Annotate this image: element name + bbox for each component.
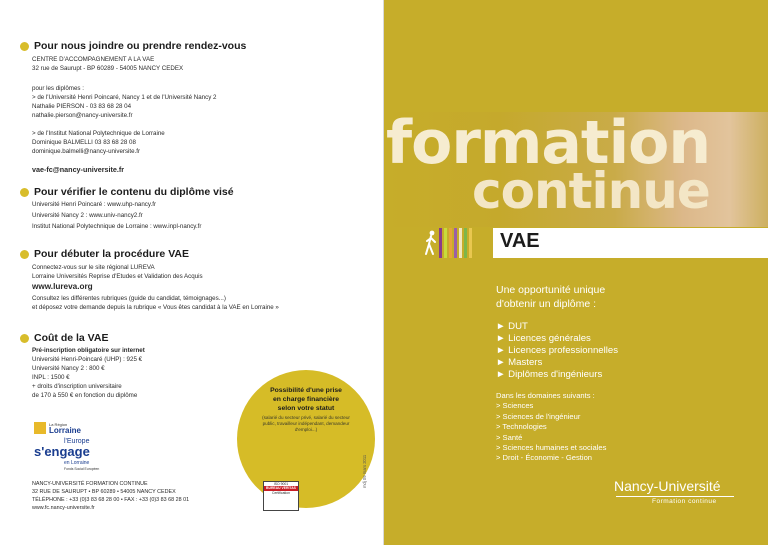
contact-line: Dominique BALMELLI 03 83 68 28 08: [32, 139, 136, 146]
funding-title: en charge financière: [272, 396, 340, 403]
color-stripe: [454, 228, 457, 258]
region-flag-icon: [34, 422, 46, 434]
cert-text: ISO 9001: [273, 482, 289, 486]
domain-intro: Dans les domaines suivants :: [496, 391, 595, 400]
list-item: > Sciences de l'ingénieur: [496, 411, 581, 421]
bullet-dot-icon: [20, 250, 29, 259]
cost-line: + droits d'inscription universitaire: [32, 383, 122, 390]
right-panel: [384, 0, 768, 545]
contact-line: CENTRE D'ACCOMPAGNEMENT A LA VAE: [32, 56, 155, 63]
list-item: ► Licences générales: [496, 333, 591, 344]
list-item: ► DUT: [496, 321, 528, 332]
logo-text: en Lorraine: [64, 460, 90, 466]
contact-line: 32 rue de Saurupt - BP 60289 - 54005 NANCY CEDEX: [32, 65, 184, 72]
bullet-dot-icon: [20, 188, 29, 197]
start-line: Lorraine Universités Reprise d'Etudes et Validation des Acquis: [32, 273, 203, 280]
logo-text: l'Europe: [64, 438, 90, 445]
vae-email[interactable]: vae-fc@nancy-universite.fr: [32, 165, 125, 174]
cost-line: Pré-inscription obligatoire sur internet: [32, 347, 145, 354]
section-title: Pour débuter la procédure VAE: [34, 248, 190, 260]
start-line: et déposez votre demande depuis la rubrique « Vous êtes candidat à la VAE en Lorraine »: [32, 304, 279, 311]
contact-email[interactable]: dominique.balmelli@nancy-universite.fr: [32, 148, 141, 155]
logo-text: Fonds Social Européen: [64, 467, 100, 471]
funding-title: selon votre statut: [277, 405, 335, 412]
nancy-universite-logo: Nancy-Université: [614, 478, 721, 494]
verify-link[interactable]: Université Henri Poincaré : www.uhp-nancy.fr: [32, 201, 157, 208]
list-item: > Sciences: [496, 401, 534, 411]
start-line: Consultez les différentes rubriques (guide du candidat, témoignages...): [32, 295, 226, 302]
verify-link[interactable]: Université Nancy 2 : www.univ-nancy2.fr: [32, 212, 143, 219]
iso-certification-logo: [263, 481, 299, 511]
funding-circle: [237, 370, 375, 508]
bullet-dot-icon: [20, 334, 29, 343]
color-stripes: [439, 228, 472, 258]
diploma-list: [496, 321, 618, 381]
cost-line: de 170 à 550 € en fonction du diplôme: [32, 392, 138, 399]
list-item: > Sciences humaines et sociales: [496, 443, 607, 453]
contact-email[interactable]: nathalie.pierson@nancy-universite.fr: [32, 112, 133, 119]
verify-link[interactable]: Institut National Polytechnique de Lorraine : www.inpl-nancy.fr: [32, 223, 202, 230]
footer-line: NANCY-UNIVERSITÉ FORMATION CONTINUE: [32, 481, 148, 487]
logo-text: s'engage: [34, 444, 90, 459]
bullet-dot-icon: [20, 42, 29, 51]
cost-line: Université Henri-Poincaré (UHP) : 925 €: [32, 356, 143, 363]
footer-line: TÉLÉPHONE : +33 (0)3 83 68 28 00 • FAX : +33 (0)3 83 68 28 01: [32, 497, 190, 503]
print-date: mdj 09 mars 2011: [362, 454, 367, 488]
lureva-link[interactable]: www.lureva.org: [32, 282, 93, 291]
section-title: Pour nous joindre ou prendre rendez-vous: [34, 40, 247, 52]
contact-line: pour les diplômes :: [32, 85, 84, 92]
list-item: ► Diplômes d'ingénieurs: [496, 369, 603, 380]
section-start-heading: [20, 248, 189, 260]
logo-subtitle: Formation continue: [652, 498, 717, 505]
color-stripe: [459, 228, 462, 258]
section-title: Coût de la VAE: [34, 332, 109, 344]
intro-line: d'obtenir un diplôme :: [496, 298, 597, 310]
cover-title-formation: formation: [386, 108, 711, 178]
cover-title-continue: continue: [472, 162, 710, 220]
color-stripe: [439, 228, 442, 258]
cert-text: BUREAU VERITAS: [264, 486, 298, 491]
list-item: ► Licences professionnelles: [496, 345, 619, 356]
section-contact-heading: [20, 40, 246, 52]
list-item: > Droit - Économie - Gestion: [496, 453, 593, 463]
cost-line: Université Nancy 2 : 800 €: [32, 365, 105, 372]
section-cost-heading: [20, 332, 108, 344]
list-item: > Technologies: [496, 422, 547, 432]
color-stripe: [449, 228, 452, 258]
logo-text: Lorraine: [49, 426, 82, 435]
domain-list: [496, 391, 606, 464]
lorraine-europe-logo: [34, 422, 120, 474]
intro-text: [496, 283, 605, 311]
funding-subtitle: (salarié du secteur privé, salarié du secteur public, travailleur indépendant, demandeur d'emploi...): [262, 415, 350, 432]
logo-divider: [616, 496, 734, 497]
cert-text: Certification: [272, 491, 290, 495]
start-line: Connectez-vous sur le site régional LUREVA: [32, 264, 155, 271]
list-item: ► Masters: [496, 357, 543, 368]
contact-line: > de l'Université Henri Poincaré, Nancy 1 et de l'Université Nancy 2: [32, 94, 217, 101]
footer-line: 32 RUE DE SAURUPT • BP 60289 • 54005 NANCY CEDEX: [32, 489, 176, 495]
footer-link[interactable]: www.fc.nancy-universite.fr: [32, 505, 95, 511]
section-title: Pour vérifier le contenu du diplôme visé: [34, 186, 234, 198]
intro-line: Une opportunité unique: [496, 284, 606, 296]
contact-line: Nathalie PIERSON - 03 83 68 28 04: [32, 103, 132, 110]
section-verify-heading: [20, 186, 234, 198]
vae-label: VAE: [500, 230, 540, 252]
color-stripe: [444, 228, 447, 258]
funding-title: Possibilité d'une prise: [270, 387, 342, 394]
color-stripe: [464, 228, 467, 258]
color-stripe: [469, 228, 472, 258]
list-item: > Santé: [496, 432, 523, 442]
cost-line: INPL : 1500 €: [32, 374, 70, 381]
contact-line: > de l'Institut National Polytechnique de Lorraine: [32, 130, 165, 137]
logo-text: La Région: [49, 422, 68, 427]
walking-person-icon: [424, 230, 438, 256]
